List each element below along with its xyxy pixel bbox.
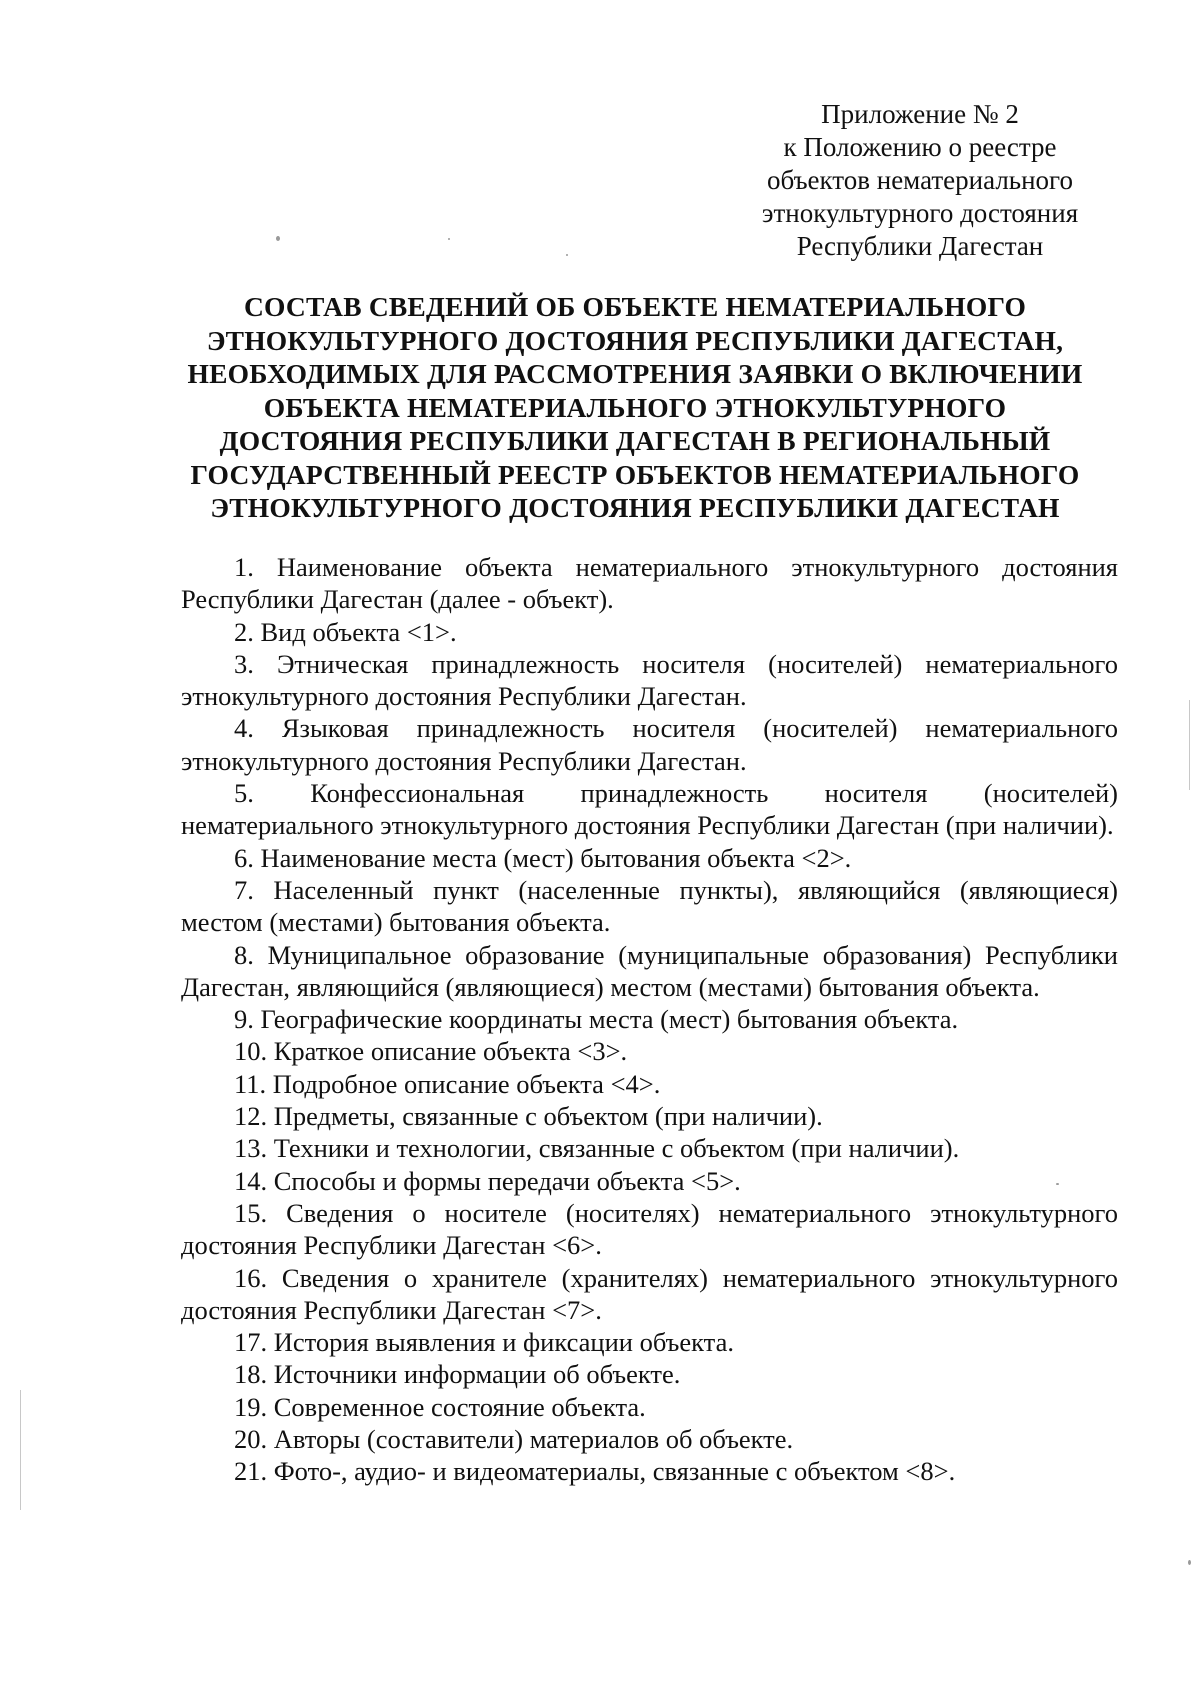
list-item: 4. Языковая принадлежность носителя (носителей) нематериального этнокультурного достояния Республики Дагестан. <box>181 713 1118 776</box>
list-item: 18. Источники информации об объекте. <box>234 1359 681 1390</box>
items-list <box>181 551 1118 1488</box>
list-item: 7. Населенный пункт (населенные пункты), являющийся (являющиеся) местом (местами) бытования объекта. <box>181 874 1118 938</box>
appendix-line: этнокультурного достояния <box>761 198 1079 228</box>
appendix-line: к Положению о реестре <box>783 132 1057 162</box>
document-title <box>170 290 1100 525</box>
list-item: 15. Сведения о носителе (носителях) нематериального этнокультурного достояния Республики Дагестан <6>. <box>181 1197 1118 1261</box>
title-line: ЭТНОКУЛЬТУРНОГО ДОСТОЯНИЯ РЕСПУБЛИКИ ДАГЕСТАН <box>210 492 1060 523</box>
list-item: 8. Муниципальное образование (муниципальные образования) Республики Дагестан, являющийся (являющиеся) местом (местами) бытования объекта. <box>181 939 1118 1002</box>
scan-speck <box>1188 1560 1191 1565</box>
list-item: 6. Наименование места (мест) бытования объекта <2>. <box>234 842 852 873</box>
title-line: СОСТАВ СВЕДЕНИЙ ОБ ОБЪЕКТЕ НЕМАТЕРИАЛЬНОГО <box>243 291 1027 322</box>
list-item: 13. Техники и технологии, связанные с объектом (при наличии). <box>234 1133 960 1164</box>
list-item: 2. Вид объекта <1>. <box>234 616 457 647</box>
scan-speck <box>276 236 280 241</box>
title-line: ГОСУДАРСТВЕННЫЙ РЕЕСТР ОБЪЕКТОВ НЕМАТЕРИАЛЬНОГО <box>190 458 1080 490</box>
scan-speck <box>566 254 568 256</box>
list-item: 3. Этническая принадлежность носителя (носителей) нематериального этнокультурного достояния Республики Дагестан. <box>181 648 1118 712</box>
appendix-line: Приложение № 2 <box>821 99 1019 129</box>
appendix-line: объектов нематериального <box>767 165 1073 195</box>
appendix-line: Республики Дагестан <box>796 231 1044 261</box>
list-item: 10. Краткое описание объекта <3>. <box>234 1036 628 1067</box>
title-line: ЭТНОКУЛЬТУРНОГО ДОСТОЯНИЯ РЕСПУБЛИКИ ДАГЕСТАН, <box>206 324 1064 356</box>
scan-edge-line <box>1189 700 1190 790</box>
list-item: 12. Предметы, связанные с объектом (при наличии). <box>234 1101 823 1132</box>
list-item: 1. Наименование объекта нематериального этнокультурного достояния Республики Дагестан (далее - объект). <box>181 552 1118 615</box>
title-line: ДОСТОЯНИЯ РЕСПУБЛИКИ ДАГЕСТАН В РЕГИОНАЛЬНЫЙ <box>219 425 1051 456</box>
list-item: 5. Конфессиональная принадлежность носителя (носителей) нематериального этнокультурного достояния Республики Дагестан (при наличии). <box>181 778 1118 841</box>
list-item: 11. Подробное описание объекта <4>. <box>234 1068 661 1099</box>
scan-speck <box>448 238 450 240</box>
list-item: 17. История выявления и фиксации объекта. <box>234 1327 734 1358</box>
list-item: 14. Способы и формы передачи объекта <5>. <box>234 1165 741 1196</box>
appendix-header <box>720 98 1120 263</box>
list-item: 16. Сведения о хранителе (хранителях) нематериального этнокультурного достояния Республики Дагестан <7>. <box>181 1262 1118 1325</box>
scan-speck <box>1056 1183 1059 1185</box>
scan-edge-line <box>20 1390 21 1510</box>
title-line: ОБЪЕКТА НЕМАТЕРИАЛЬНОГО ЭТНОКУЛЬТУРНОГО <box>263 391 1007 423</box>
list-item: 9. Географические координаты места (мест) бытования объекта. <box>234 1004 959 1035</box>
list-item: 20. Авторы (составители) материалов об объекте. <box>234 1424 794 1455</box>
title-line: НЕОБХОДИМЫХ ДЛЯ РАССМОТРЕНИЯ ЗАЯВКИ О ВКЛЮЧЕНИИ <box>187 358 1083 389</box>
list-item: 21. Фото-, аудио- и видеоматериалы, связанные с объектом <8>. <box>234 1456 956 1487</box>
list-item: 19. Современное состояние объекта. <box>234 1391 646 1422</box>
